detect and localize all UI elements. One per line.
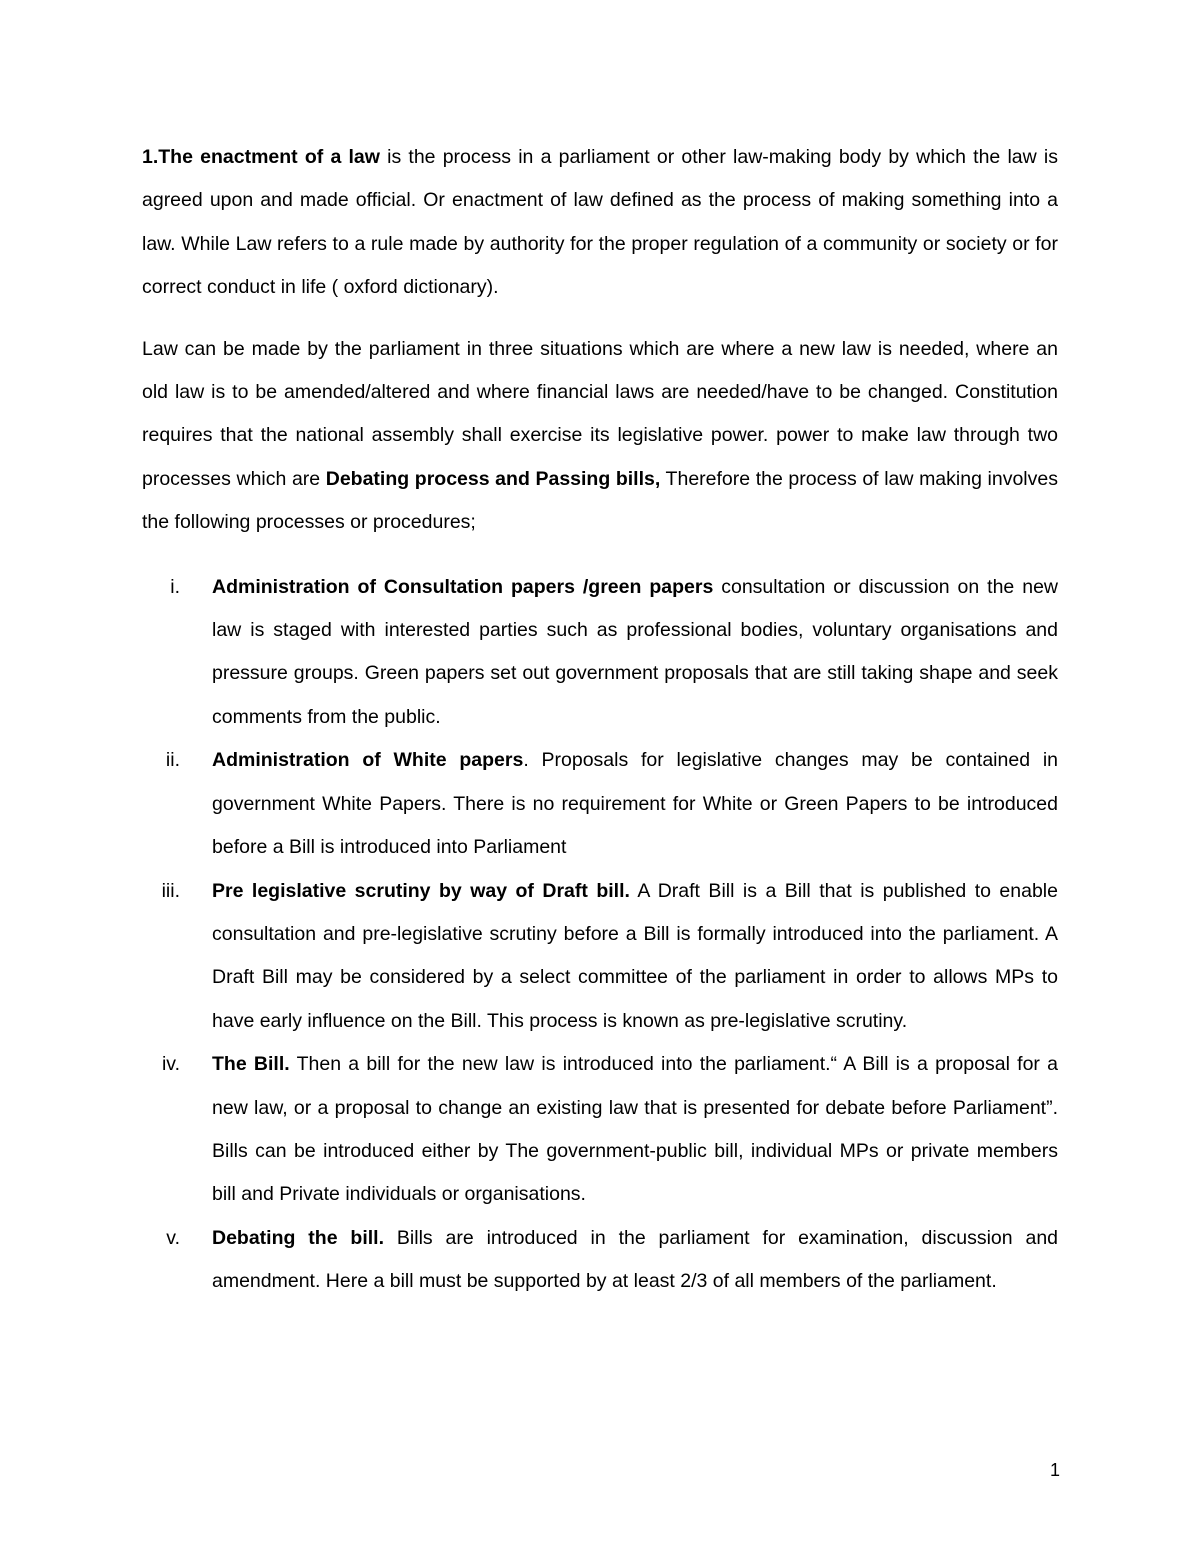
intro-paragraph — [142, 136, 1058, 310]
procedure-list — [142, 566, 1058, 1304]
list-item-heading: Administration of Consultation papers /green papers — [212, 575, 714, 598]
list-item-heading: Debating the bill. — [212, 1226, 385, 1249]
list-numeral: iv. — [161, 1053, 180, 1076]
list-numeral: ii. — [165, 749, 180, 772]
law-making-paragraph — [142, 328, 1058, 545]
list-item-text: Then a bill for the new law is introduced into the parliament.“ A Bill is a proposal for a new law, or a proposal to change an existing law that is presented for debate before Parliament”. Bills can be introduced either by The government-public bill, individual MPs or private members bill and Private individuals or organisations. — [212, 1053, 1059, 1206]
list-item — [142, 1043, 1058, 1217]
list-item-text: Bills are introduced in the parliament for examination, discussion and amendment. Here a bill must be supported by at least 2/3 of all members of the parliament. — [212, 1226, 1059, 1293]
list-item-heading: The Bill. — [212, 1053, 290, 1076]
list-item-text: consultation or discussion on the new law is staged with interested parties such as professional bodies, voluntary organisations and pressure groups. Green papers set out government proposals that are still taking shape and seek comments from the public. — [212, 575, 1058, 728]
list-item — [142, 1217, 1058, 1304]
page-number: 1 — [1049, 1460, 1060, 1480]
list-numeral: v. — [166, 1226, 180, 1249]
list-item-heading: Pre legislative scrutiny by way of Draft bill. — [212, 879, 630, 902]
list-item-text: A Draft Bill is a Bill that is published to enable consultation and pre-legislative scrutiny before a Bill is formally introduced into the parliament. A Draft Bill may be considered by a select committee of the parliament in order to allows MPs to have early influence on the Bill. This process is known as pre-legislative scrutiny. — [212, 879, 1058, 1032]
list-item — [142, 739, 1058, 869]
law-making-processes: Debating process and Passing bills, — [325, 467, 661, 490]
page-body — [142, 136, 1058, 1304]
law-making-text-continued: Therefore the process of law making involves the following processes or procedures; — [142, 467, 1058, 534]
intro-defined-term: 1.The enactment of a law — [142, 146, 380, 168]
list-item — [142, 870, 1058, 1044]
list-item-text: . Proposals for legislative changes may be contained in government White Papers. There is no requirement for White or Green Papers to be introduced before a Bill is introduced into Parliament — [212, 749, 1059, 859]
list-numeral: i. — [170, 575, 180, 598]
list-item-heading: Administration of White papers — [212, 749, 524, 772]
law-making-text: Law can be made by the parliament in three situations which are where a new law is needed, where an old law is to be amended/altered and where financial laws are needed/have to be changed. Constitution requires that the national assembly shall exercise its legislative power. power to make law through two processes which are — [142, 337, 1058, 490]
list-item — [142, 566, 1058, 740]
intro-text: is the process in a parliament or other law-making body by which the law is agreed upon and made official. Or enactment of law defined as the process of making something into a law. While Law refers to a rule made by authority for the proper regulation of a community or society or for correct conduct in life ( oxford dictionary). — [142, 146, 1059, 299]
list-numeral: iii. — [161, 879, 180, 902]
